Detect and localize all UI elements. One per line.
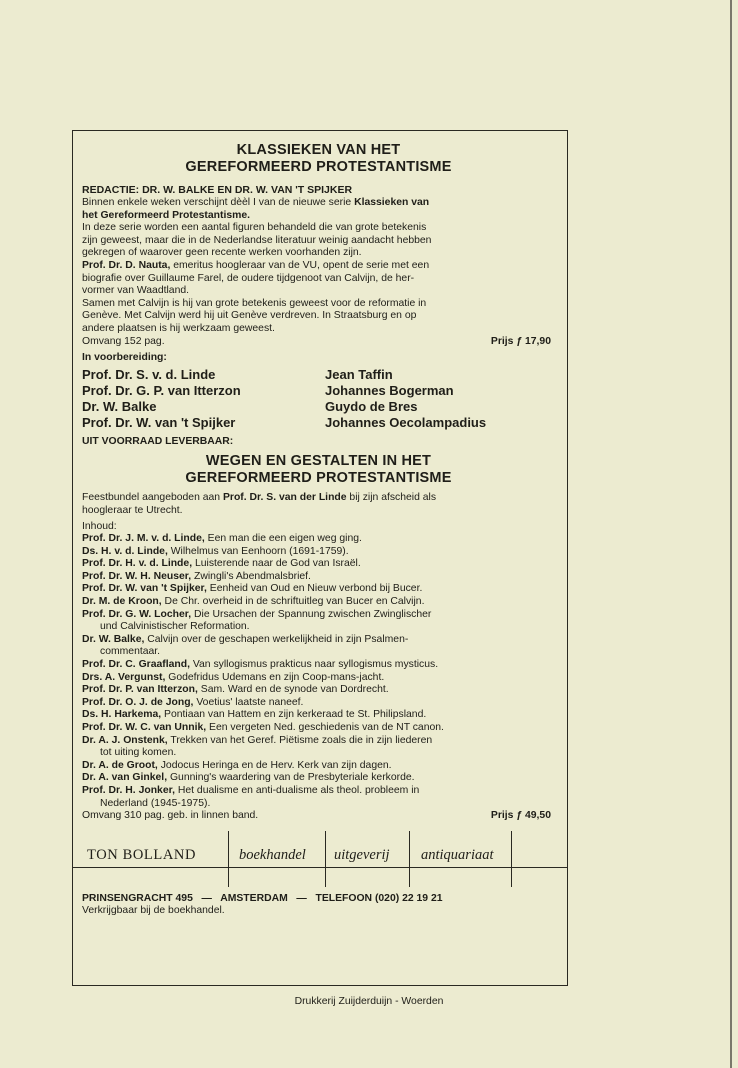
divider — [511, 831, 512, 887]
contents-item — [82, 659, 555, 672]
contents-item — [82, 571, 555, 584]
nauta-paragraph — [82, 260, 555, 298]
contents-item — [82, 533, 555, 546]
contents-author: Dr. M. de Kroon, — [82, 596, 162, 608]
contents-author: Ds. H. Harkema, — [82, 709, 162, 721]
page-count: Omvang 152 pag. — [82, 335, 165, 347]
series-title-line1: KLASSIEKEN VAN HET — [236, 142, 401, 158]
contents-title: Trekken van het Geref. Piëtisme zoals die in zijn liederen — [167, 734, 433, 746]
contents-author: Ds. H. v. d. Linde, — [82, 545, 168, 557]
availability-note: Verkrijgbaar bij de boekhandel. — [82, 905, 225, 917]
dash: — — [201, 892, 212, 904]
contents-item-continuation: und Calvinistischer Reformation. — [100, 621, 250, 633]
price-line-2 — [82, 810, 555, 823]
contents-title: Pontiaan van Hattem en zijn kerkeraad te St. Philipsland. — [161, 709, 427, 721]
contents-title: Jodocus Heringa en de Herv. Kerk van zijn dagen. — [157, 759, 392, 771]
author: Prof. Dr. S. v. d. Linde — [82, 366, 216, 382]
bookshop-label: boekhandel — [239, 846, 306, 863]
contents-item — [82, 583, 555, 596]
fest-honoree: Prof. Dr. S. van der Linde — [222, 492, 347, 504]
subject: Jean Taffin — [325, 366, 393, 382]
contents-title: Sam. Ward en de synode van Dordrecht. — [197, 684, 389, 696]
contents-item — [82, 609, 555, 622]
phone: TELEFOON (020) 22 19 21 — [315, 892, 443, 904]
contents-author: Prof. Dr. G. W. Locher, — [82, 608, 192, 620]
advertisement-box — [72, 130, 568, 986]
contents-item — [82, 722, 555, 735]
nauta-text: emeritus hoogleraar van de VU, opent de serie met een — [170, 259, 430, 271]
festschrift-title-line1: WEGEN EN GESTALTEN IN HET — [205, 453, 432, 470]
desc-line: In deze serie worden een aantal figuren behandeld die van grote betekenis — [82, 222, 427, 234]
author: Prof. Dr. W. van 't Spijker — [82, 414, 236, 430]
series-name-bold: Klassieken van — [354, 197, 430, 208]
price: Prijs ƒ 49,50 — [490, 810, 551, 822]
festschrift-title — [82, 453, 555, 487]
contents-title: Voetius' laatste naneef. — [193, 696, 304, 708]
festschrift-intro — [82, 492, 555, 517]
divider — [325, 831, 326, 887]
series-title — [82, 142, 555, 176]
contents-item-continuation: Nederland (1945-1975). — [100, 797, 211, 809]
contents-author: Dr. A. de Groot, — [82, 759, 158, 771]
contents-title: Een vergeten Ned. geschiedenis van de NT canon. — [206, 722, 444, 733]
series-title-line2: GEREFORMEERD PROTESTANTISME — [185, 159, 452, 175]
desc-line: gekregen of waarover geen recente werken voorhanden zijn. — [82, 247, 362, 259]
contents-item — [82, 634, 555, 647]
fest-line: hoogleraar te Utrecht. — [82, 504, 183, 516]
subject: Johannes Bogerman — [325, 382, 454, 398]
contents-title: Die Ursachen der Spannung zwischen Zwinglischer — [191, 608, 432, 620]
contents-item — [82, 735, 555, 748]
upcoming-volumes — [82, 367, 555, 431]
contents-author: Prof. Dr. H. v. d. Linde, — [82, 558, 193, 570]
contents-item — [82, 546, 555, 559]
contents-item — [82, 596, 555, 609]
publisher-name: TON BOLLAND — [87, 846, 197, 863]
contents-title: Een man die een eigen weg ging. — [204, 533, 362, 545]
price: Prijs ƒ 17,90 — [490, 335, 551, 347]
contents-label: Inhoud: — [82, 520, 117, 532]
page-count: Omvang 310 pag. geb. in linnen band. — [82, 810, 259, 822]
contents-author: Prof. Dr. W. van 't Spijker, — [82, 583, 207, 595]
contents-list — [82, 533, 555, 810]
contents-title: Het dualisme en anti-dualisme als theol. probleem in — [174, 784, 420, 796]
printer-credit: Drukkerij Zuijderduijn - Woerden — [294, 996, 444, 1007]
contents-item — [82, 709, 555, 722]
subject: Johannes Oecolampadius — [325, 414, 487, 430]
dash: — — [296, 892, 307, 904]
description-paragraph — [82, 222, 555, 260]
contents-item-continuation: tot uiting komen. — [100, 747, 177, 759]
publisher-banner — [73, 831, 567, 887]
contents-item — [82, 785, 555, 798]
calvijn-paragraph — [82, 298, 555, 336]
contents-title: Zwingli's Abendmalsbrief. — [191, 570, 311, 582]
nauta-line: biografie over Guillaume Farel, de oudere tijdgenoot van Calvijn, de her- — [82, 272, 415, 284]
in-stock-label: UIT VOORRAAD LEVERBAAR: — [82, 435, 234, 447]
contents-author: Dr. W. Balke, — [82, 633, 145, 645]
editors-line: REDACTIE: DR. W. BALKE EN DR. W. VAN 'T SPIJKER — [82, 184, 353, 196]
calvijn-line: Samen met Calvijn is hij van grote betekenis geweest voor de reformatie in — [82, 297, 427, 309]
contents-item — [82, 697, 555, 710]
contents-title: Wilhelmus van Eenhoorn (1691-1759). — [167, 545, 349, 557]
street: PRINSENGRACHT 495 — [82, 892, 193, 904]
contents-item — [82, 558, 555, 571]
contents-item — [82, 760, 555, 773]
contents-author: Dr. A. J. Onstenk, — [82, 734, 168, 746]
in-preparation-label: In voorbereiding: — [82, 352, 167, 364]
publisher-label: uitgeverij — [334, 846, 390, 863]
contents-item-continuation: commentaar. — [100, 646, 161, 658]
contents-item — [82, 672, 555, 685]
contents-title: Gunning's waardering van de Presbyteriale kerkorde. — [167, 772, 415, 784]
fest-text: Feestbundel aangeboden aan — [82, 492, 223, 504]
contents-author: Prof. Dr. O. J. de Jong, — [82, 696, 194, 708]
divider — [409, 831, 410, 887]
contents-title: Van syllogismus prakticus naar syllogismus mysticus. — [189, 659, 439, 671]
contents-item — [82, 772, 555, 785]
contents-author: Dr. A. van Ginkel, — [82, 772, 168, 784]
intro-text: Binnen enkele weken verschijnt dèèl I van de nieuwe serie — [82, 197, 355, 208]
contents-author: Prof. Dr. J. M. v. d. Linde, — [82, 533, 205, 545]
author: Dr. W. Balke — [82, 398, 157, 414]
calvijn-line: Genève. Met Calvijn werd hij uit Genève verdreven. In Straatsburg en op — [82, 310, 417, 322]
contents-author: Drs. A. Vergunst, — [82, 671, 166, 683]
calvijn-line: andere plaatsen is hij werkzaam geweest. — [82, 322, 275, 334]
author: Prof. Dr. G. P. van Itterzon — [82, 382, 241, 398]
price-line-1 — [82, 336, 555, 349]
contents-author: Prof. Dr. W. C. van Unnik, — [82, 722, 207, 733]
contents-author: Prof. Dr. W. H. Neuser, — [82, 570, 192, 582]
contents-author: Prof. Dr. C. Graafland, — [82, 659, 190, 671]
contents-title: Godefridus Udemans en zijn Coop-mans-jacht. — [165, 671, 385, 683]
antiquarian-label: antiquariaat — [421, 846, 494, 863]
contents-title: Luisterende naar de God van Israël. — [192, 558, 361, 570]
desc-line: zijn geweest, maar die in de Nederlandse literatuur weinig aandacht hebben — [82, 234, 432, 246]
series-name-bold-2: het Gereformeerd Protestantisme. — [82, 209, 251, 221]
address-line — [82, 893, 555, 906]
contents-item — [82, 684, 555, 697]
divider — [73, 867, 567, 868]
contents-title: Calvijn over de geschapen werkelijkheid in zijn Psalmen- — [144, 633, 409, 645]
nauta-line: vormer van Waadtland. — [82, 285, 190, 297]
nauta-name: Prof. Dr. D. Nauta, — [82, 259, 171, 271]
festschrift-title-line2: GEREFORMEERD PROTESTANTISME — [185, 470, 452, 487]
intro-paragraph — [82, 197, 555, 222]
city: AMSTERDAM — [220, 892, 288, 904]
subject: Guydo de Bres — [325, 398, 418, 414]
contents-author: Prof. Dr. P. van Itterzon, — [82, 684, 198, 696]
divider — [228, 831, 229, 887]
contents-title: Eenheid van Oud en Nieuw verbond bij Bucer. — [206, 583, 423, 595]
contents-author: Prof. Dr. H. Jonker, — [82, 784, 175, 796]
fest-text: bij zijn afscheid als — [346, 492, 437, 504]
contents-title: De Chr. overheid in de schriftuitleg van Bucer en Calvijn. — [161, 596, 425, 608]
